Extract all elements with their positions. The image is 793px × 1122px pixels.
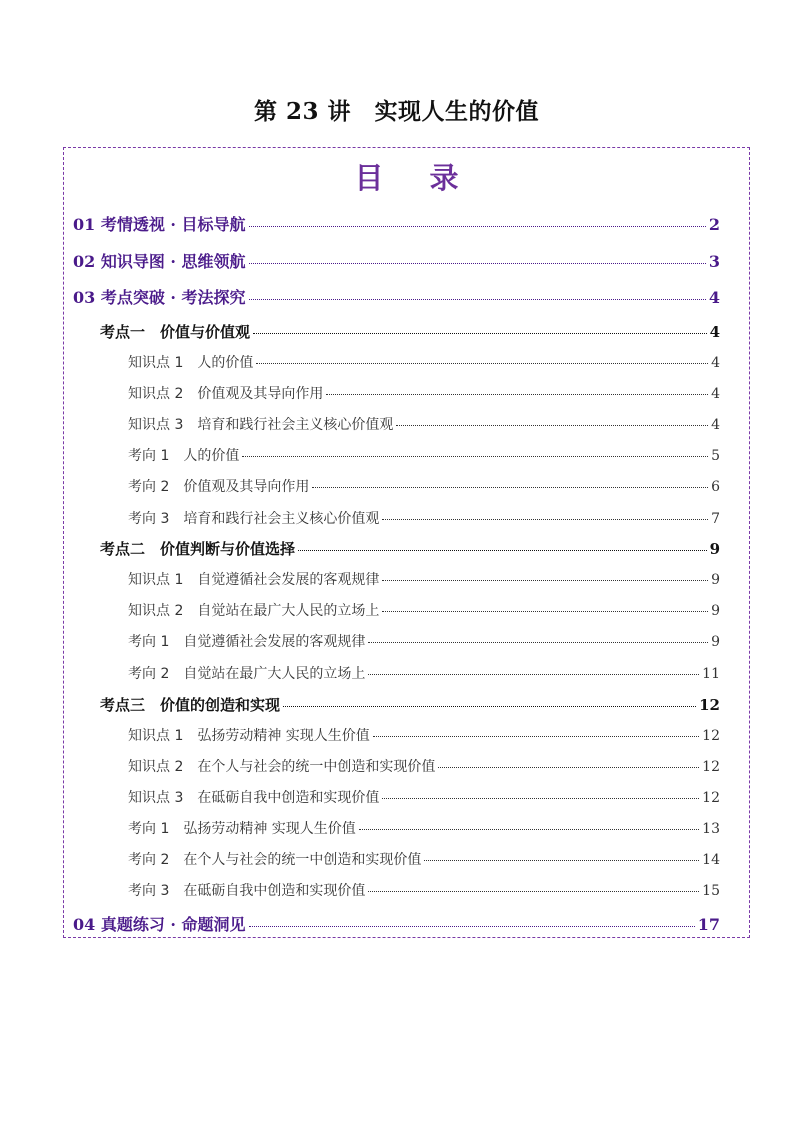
toc-leader-dots xyxy=(424,860,699,861)
toc-entry-label: 01 考情透视 · 目标导航 xyxy=(73,215,246,234)
toc-entry-topic-2[interactable] xyxy=(100,538,720,559)
toc-entry-page: 9 xyxy=(711,603,720,619)
toc-entry-page: 4 xyxy=(711,386,720,402)
toc-leader-dots xyxy=(256,363,708,364)
toc-entry-page: 9 xyxy=(711,572,720,588)
toc-entry-topic-3[interactable] xyxy=(100,694,720,715)
table-of-contents xyxy=(63,147,750,938)
toc-entry-label: 考向 3 培育和践行社会主义核心价值观 xyxy=(128,511,380,527)
toc-entry-page: 2 xyxy=(708,215,720,234)
toc-entry-page: 9 xyxy=(711,634,720,650)
toc-entry-label: 知识点 2 在个人与社会的统一中创造和实现价值 xyxy=(128,759,436,775)
toc-entry-page: 12 xyxy=(702,759,720,775)
toc-entry-exam-direction[interactable] xyxy=(128,508,720,528)
toc-entry-exam-direction[interactable] xyxy=(128,849,720,869)
toc-entry-section-04[interactable] xyxy=(73,912,720,935)
toc-entry-page: 4 xyxy=(711,355,720,371)
toc-leader-dots xyxy=(326,394,708,395)
page-title: 第 23 讲 实现人生的价值 xyxy=(253,98,540,125)
toc-entry-section-02[interactable] xyxy=(73,249,720,272)
toc-entry-knowledge-point[interactable] xyxy=(128,414,720,434)
toc-heading: 目 录 xyxy=(354,161,477,195)
toc-entry-knowledge-point[interactable] xyxy=(128,352,720,372)
toc-entry-label: 知识点 3 在砥砺自我中创造和实现价值 xyxy=(128,790,380,806)
toc-entry-label: 知识点 3 培育和践行社会主义核心价值观 xyxy=(128,417,394,433)
toc-leader-dots xyxy=(298,550,707,551)
toc-leader-dots xyxy=(382,798,699,799)
toc-entry-knowledge-point[interactable] xyxy=(128,756,720,776)
toc-entry-label: 知识点 2 价值观及其导向作用 xyxy=(128,386,324,402)
toc-entry-label: 知识点 1 弘扬劳动精神 实现人生价值 xyxy=(128,728,370,744)
toc-entry-page: 15 xyxy=(702,883,720,899)
toc-entry-exam-direction[interactable] xyxy=(128,631,720,651)
toc-entry-label: 03 考点突破 · 考法探究 xyxy=(73,288,246,307)
toc-entry-knowledge-point[interactable] xyxy=(128,383,720,403)
toc-leader-dots xyxy=(382,611,708,612)
toc-leader-dots xyxy=(249,263,706,264)
toc-leader-dots xyxy=(438,767,699,768)
toc-entry-page: 6 xyxy=(711,479,720,495)
toc-entry-label: 04 真题练习 · 命题洞见 xyxy=(73,915,246,934)
toc-entry-exam-direction[interactable] xyxy=(128,818,720,838)
toc-entry-label: 考向 2 价值观及其导向作用 xyxy=(128,479,310,495)
toc-leader-dots xyxy=(368,642,708,643)
toc-leader-dots xyxy=(368,891,699,892)
toc-entry-knowledge-point[interactable] xyxy=(128,787,720,807)
toc-entry-label: 知识点 1 自觉遵循社会发展的客观规律 xyxy=(128,572,380,588)
toc-entry-label: 考向 1 人的价值 xyxy=(128,448,240,464)
toc-entry-label: 考向 1 弘扬劳动精神 实现人生价值 xyxy=(128,821,356,837)
toc-entry-label: 考向 1 自觉遵循社会发展的客观规律 xyxy=(128,634,366,650)
toc-entry-page: 12 xyxy=(702,728,720,744)
toc-entry-page: 4 xyxy=(708,288,720,307)
toc-entry-knowledge-point[interactable] xyxy=(128,725,720,745)
toc-leader-dots xyxy=(359,829,699,830)
toc-entry-page: 13 xyxy=(702,821,720,837)
toc-entry-page: 17 xyxy=(697,915,720,934)
toc-entry-label: 考向 2 在个人与社会的统一中创造和实现价值 xyxy=(128,852,422,868)
toc-entry-section-01[interactable] xyxy=(73,212,720,235)
toc-entry-label: 考向 3 在砥砺自我中创造和实现价值 xyxy=(128,883,366,899)
toc-entry-knowledge-point[interactable] xyxy=(128,569,720,589)
toc-entry-label: 02 知识导图 · 思维领航 xyxy=(73,252,246,271)
toc-entry-page: 14 xyxy=(702,852,720,868)
toc-entry-page: 12 xyxy=(699,696,720,714)
toc-leader-dots xyxy=(283,706,696,707)
toc-leader-dots xyxy=(249,926,695,927)
toc-leader-dots xyxy=(242,456,708,457)
toc-entry-label: 知识点 2 自觉站在最广大人民的立场上 xyxy=(128,603,380,619)
toc-leader-dots xyxy=(249,226,706,227)
toc-entry-label: 知识点 1 人的价值 xyxy=(128,355,254,371)
toc-entry-exam-direction[interactable] xyxy=(128,663,720,683)
toc-entry-page: 9 xyxy=(709,540,720,558)
toc-entry-label: 考向 2 自觉站在最广大人民的立场上 xyxy=(128,666,366,682)
toc-entry-label: 考点二 价值判断与价值选择 xyxy=(100,540,296,558)
toc-leader-dots xyxy=(312,487,708,488)
toc-leader-dots xyxy=(368,674,699,675)
toc-leader-dots xyxy=(253,333,707,334)
toc-entry-exam-direction[interactable] xyxy=(128,476,720,496)
toc-entry-page: 4 xyxy=(711,417,720,433)
toc-entry-knowledge-point[interactable] xyxy=(128,600,720,620)
toc-leader-dots xyxy=(373,736,699,737)
toc-entry-page: 7 xyxy=(711,511,720,527)
toc-entry-page: 11 xyxy=(702,666,720,682)
toc-entry-page: 5 xyxy=(711,448,720,464)
toc-entry-label: 考点一 价值与价值观 xyxy=(100,323,251,341)
toc-entry-page: 4 xyxy=(709,323,720,341)
toc-entry-page: 12 xyxy=(702,790,720,806)
toc-entry-label: 考点三 价值的创造和实现 xyxy=(100,696,281,714)
toc-leader-dots xyxy=(382,519,708,520)
toc-entry-page: 3 xyxy=(708,252,720,271)
toc-leader-dots xyxy=(396,425,708,426)
toc-entry-exam-direction[interactable] xyxy=(128,880,720,900)
toc-leader-dots xyxy=(382,580,708,581)
toc-entry-exam-direction[interactable] xyxy=(128,445,720,465)
toc-leader-dots xyxy=(249,299,706,300)
toc-entry-section-03[interactable] xyxy=(73,285,720,308)
toc-entry-topic-1[interactable] xyxy=(100,321,720,342)
